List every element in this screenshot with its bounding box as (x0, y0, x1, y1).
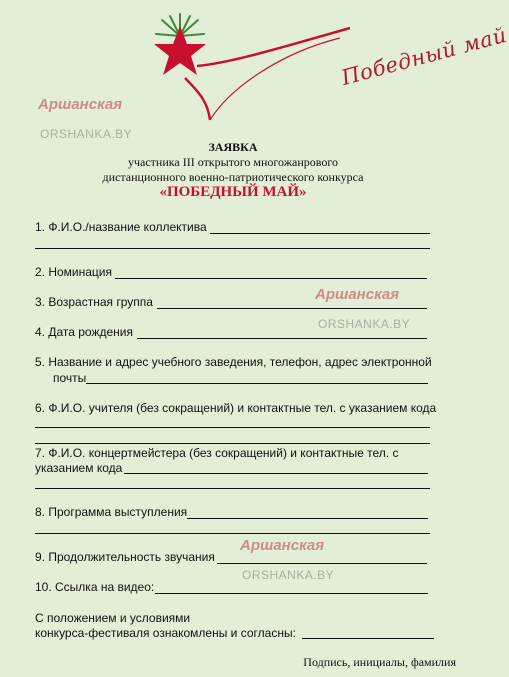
pobedny-may-logo (140, 8, 509, 128)
field-line-accompanist-2[interactable] (35, 488, 430, 489)
field-label-accompanist: 7. Ф.И.О. концертмейстера (без сокращений) и контактные тел. с (35, 446, 399, 460)
watermark-brand: Аршанская (315, 286, 400, 303)
field-label-birth-date: 4. Дата рождения (35, 325, 133, 339)
field-line-school[interactable] (86, 383, 428, 384)
field-line-video-link[interactable] (155, 593, 428, 594)
field-label-name: 1. Ф.И.О./название коллектива (35, 220, 207, 234)
field-line-duration[interactable] (217, 563, 427, 564)
watermark-url: ORSHANKA.BY (318, 317, 411, 331)
field-label-accompanist-code: указанием кода (35, 461, 123, 475)
watermark-url: ORSHANKA.BY (242, 568, 335, 582)
contest-name: «ПОБЕДНЫЙ МАЙ» (159, 184, 307, 200)
field-line-program-2[interactable] (35, 533, 430, 534)
signature-line[interactable] (302, 638, 434, 639)
field-line-program-1[interactable] (187, 518, 428, 519)
agreement-line2: конкурса-фестиваля ознакомлены и согласны: (35, 626, 296, 640)
watermark-brand: Аршанская (240, 537, 325, 554)
agreement-line1: С положением и условиями (35, 611, 191, 625)
field-line-teacher-2[interactable] (35, 443, 430, 444)
field-line-name-2[interactable] (35, 248, 430, 249)
field-line-name[interactable] (210, 233, 430, 234)
field-label-age-group: 3. Возрастная группа (35, 295, 153, 309)
field-label-program: 8. Программа выступления (35, 505, 188, 519)
logo-text: Победный май (338, 22, 509, 90)
form-subtitle-line2: дистанционного военно-патриотического конкурса (102, 170, 364, 184)
field-label-video-link: 10. Ссылка на видео: (35, 580, 155, 594)
field-line-accompanist-1[interactable] (124, 473, 428, 474)
field-line-birth-date[interactable] (137, 338, 427, 339)
form-title: ЗАЯВКА (208, 140, 258, 154)
field-line-teacher-1[interactable] (35, 427, 430, 428)
signature-caption: Подпись, инициалы, фамилия (303, 655, 456, 669)
field-line-nomination[interactable] (115, 278, 427, 279)
field-label-nomination: 2. Номинация (35, 265, 113, 279)
field-label-school-email: почты (53, 371, 87, 385)
red-star-icon (140, 8, 370, 128)
field-line-age-group[interactable] (157, 308, 427, 309)
field-label-teacher: 6. Ф.И.О. учителя (без сокращений) и контактные тел. с указанием кода (35, 401, 437, 415)
field-label-duration: 9. Продолжительность звучания (35, 550, 215, 564)
watermark-url: ORSHANKA.BY (40, 127, 133, 141)
watermark-brand: Аршанская (38, 96, 123, 113)
field-label-school: 5. Название и адрес учебного заведения, телефон, адрес электронной (35, 355, 432, 369)
form-subtitle-line1: участника III открытого многожанрового (127, 155, 338, 169)
